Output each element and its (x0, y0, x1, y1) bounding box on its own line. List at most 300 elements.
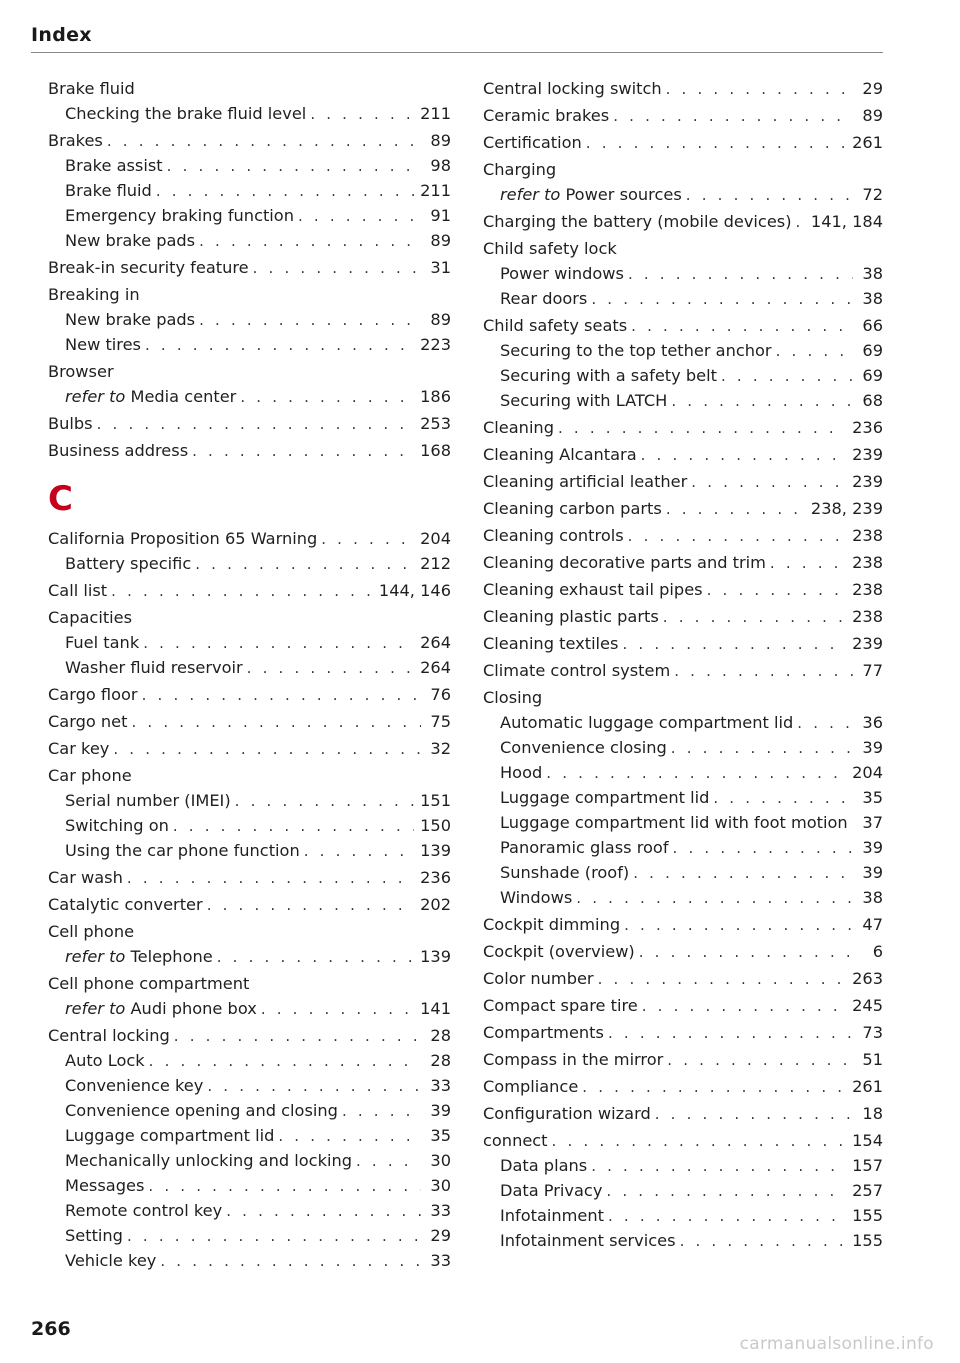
index-subentry (483, 760, 883, 785)
dot-leader (278, 1124, 421, 1148)
index-term (48, 892, 203, 917)
index-term (483, 631, 618, 656)
index-term (65, 838, 300, 863)
index-page-ref: 69 (862, 341, 883, 360)
index-entry (48, 709, 451, 734)
page-number: 266 (31, 1318, 71, 1340)
index-entry (483, 157, 883, 182)
index-subentry (483, 735, 883, 760)
index-subentry (48, 1223, 451, 1248)
index-entry (48, 1023, 451, 1048)
index-entry (483, 76, 883, 101)
index-term (65, 1048, 145, 1073)
index-term (65, 1098, 338, 1123)
dot-leader (628, 262, 853, 286)
index-term-text: New brake pads (65, 231, 196, 250)
dot-leader (217, 945, 414, 969)
index-term (483, 1101, 651, 1126)
index-term-text: Break-in security feature (48, 258, 249, 277)
index-page-ref: 168 (420, 441, 451, 460)
index-entry (48, 736, 451, 761)
index-page-ref: 144, 146 (378, 581, 451, 600)
dot-leader (797, 711, 853, 735)
index-term-text: Brakes (48, 131, 103, 150)
page-header-title: Index (31, 24, 92, 46)
index-entry (483, 550, 883, 575)
index-term-text: Closing (483, 688, 543, 707)
index-entry (48, 578, 451, 603)
index-term (65, 655, 243, 680)
index-page-ref: 28 (430, 1026, 451, 1045)
index-page-ref: 236 (852, 418, 883, 437)
index-term (48, 971, 249, 996)
index-page-ref: 75 (430, 712, 451, 731)
dot-leader (721, 364, 853, 388)
index-term-text: Compact spare tire (483, 996, 638, 1015)
index-page-ref: 69 (862, 366, 883, 385)
dot-leader (148, 1174, 421, 1198)
index-entry (483, 523, 883, 548)
index-subentry (48, 178, 451, 203)
index-term-text: Emergency braking function (65, 206, 294, 225)
index-term-text: Cockpit (overview) (483, 942, 635, 961)
index-entry (48, 763, 451, 788)
index-term-text: Brake fluid (48, 79, 135, 98)
index-page-ref: 204 (420, 529, 451, 548)
index-term (65, 788, 231, 813)
index-term-text: Cleaning Alcantara (483, 445, 637, 464)
dot-leader (667, 1048, 853, 1072)
index-term (483, 1020, 604, 1045)
index-term (48, 526, 317, 551)
index-entry (483, 130, 883, 155)
index-term-text: Remote control key (65, 1201, 223, 1220)
index-term (48, 709, 127, 734)
index-page-ref: 239 (852, 472, 883, 491)
index-term-text: Compartments (483, 1023, 604, 1042)
dot-leader (199, 229, 421, 253)
index-term-text: Business address (48, 441, 189, 460)
index-subentry (48, 838, 451, 863)
index-term-text: Auto Lock (65, 1051, 145, 1070)
index-term-text: Infotainment services (500, 1231, 676, 1250)
index-page-ref: 72 (862, 185, 883, 204)
index-term (48, 359, 114, 384)
dot-leader (671, 736, 853, 760)
index-term (65, 1148, 352, 1173)
index-term (48, 865, 123, 890)
index-subentry (483, 1178, 883, 1203)
index-term-text: Climate control system (483, 661, 671, 680)
index-term (65, 228, 195, 253)
dot-leader (608, 1021, 853, 1045)
index-page-ref: 89 (430, 310, 451, 329)
index-term (65, 1248, 156, 1273)
index-subentry (483, 785, 883, 810)
refer-to-prefix: refer to (65, 387, 126, 406)
index-term (65, 996, 257, 1021)
dot-leader (673, 836, 853, 860)
index-term (500, 338, 772, 363)
index-entry (483, 415, 883, 440)
index-term-text: Browser (48, 362, 114, 381)
index-entry (483, 442, 883, 467)
index-term-text: Luggage compartment lid with foot motion (500, 813, 848, 832)
dot-leader (776, 339, 853, 363)
index-term (483, 685, 542, 710)
index-term (483, 469, 687, 494)
index-page-ref: 89 (430, 131, 451, 150)
index-page-ref: 154 (852, 1131, 883, 1150)
index-page-ref: 35 (430, 1126, 451, 1145)
index-subentry (483, 1153, 883, 1178)
dot-leader (606, 1179, 846, 1203)
index-entry (483, 1101, 883, 1126)
index-page-ref: 31 (430, 258, 451, 277)
dot-leader (143, 631, 414, 655)
index-page-ref: 212 (420, 554, 451, 573)
index-page-ref: 239 (852, 634, 883, 653)
dot-leader (686, 183, 853, 207)
index-term (65, 1223, 123, 1248)
index-term (483, 313, 627, 338)
refer-to-prefix: refer to (500, 185, 561, 204)
index-subentry (483, 835, 883, 860)
index-term (48, 282, 140, 307)
index-page-ref: 33 (430, 1201, 451, 1220)
index-term (65, 1123, 274, 1148)
index-term-text: Serial number (IMEI) (65, 791, 231, 810)
index-term (65, 1073, 203, 1098)
index-subentry (48, 630, 451, 655)
index-term-text: Rear doors (500, 289, 588, 308)
dot-leader (145, 333, 414, 357)
index-term-text: California Proposition 65 Warning (48, 529, 318, 548)
dot-leader (655, 1102, 853, 1126)
index-subentry (483, 885, 883, 910)
dot-leader (591, 1154, 846, 1178)
index-page-ref: 36 (862, 713, 883, 732)
index-subentry (48, 1073, 451, 1098)
dot-leader (674, 659, 853, 683)
dot-leader (199, 308, 421, 332)
dot-leader (546, 761, 846, 785)
header-divider (31, 52, 883, 53)
index-term-text: Cleaning textiles (483, 634, 619, 653)
index-term (500, 1153, 587, 1178)
index-subentry (48, 203, 451, 228)
index-term-text: Catalytic converter (48, 895, 203, 914)
index-page-ref: 29 (862, 79, 883, 98)
index-page-ref: 30 (430, 1176, 451, 1195)
index-subentry (483, 710, 883, 735)
index-term (483, 1074, 578, 1099)
dot-leader (639, 940, 853, 964)
index-term-text: Ceramic brakes (483, 106, 610, 125)
dot-leader (707, 578, 847, 602)
index-term (500, 1203, 604, 1228)
index-subentry (483, 363, 883, 388)
index-term (500, 885, 572, 910)
index-term (483, 939, 635, 964)
index-term (500, 710, 793, 735)
index-column-left (48, 76, 451, 1273)
index-term (483, 236, 617, 261)
index-term (483, 496, 662, 521)
index-page-ref: 139 (420, 947, 451, 966)
dot-leader (633, 861, 853, 885)
index-entry (483, 1128, 883, 1153)
dot-leader (304, 839, 414, 863)
index-term (48, 255, 249, 280)
dot-leader (156, 179, 414, 203)
index-entry (483, 685, 883, 710)
index-page-ref: 39 (430, 1101, 451, 1120)
index-subentry (48, 153, 451, 178)
dot-leader (591, 287, 853, 311)
index-page-ref: 155 (852, 1231, 883, 1250)
index-page-ref: 238 (852, 607, 883, 626)
index-term (48, 578, 107, 603)
dot-leader (691, 470, 846, 494)
index-term-text: Car wash (48, 868, 123, 887)
index-page-ref: 236 (420, 868, 451, 887)
dot-leader (160, 1249, 421, 1273)
index-subentry (483, 388, 883, 413)
index-page-ref: 238 (852, 580, 883, 599)
index-entry (483, 1020, 883, 1045)
index-term (483, 130, 582, 155)
index-subentry (48, 307, 451, 332)
index-term (483, 209, 792, 234)
index-entry (48, 971, 451, 996)
index-entry (48, 411, 451, 436)
index-page-ref: 264 (420, 658, 451, 677)
index-subentry (48, 944, 451, 969)
index-term (65, 944, 213, 969)
index-term (65, 1173, 144, 1198)
dot-leader (608, 1204, 846, 1228)
index-term-text: Central locking switch (483, 79, 662, 98)
index-page-ref: 6 (872, 942, 883, 961)
index-page-ref: 186 (420, 387, 451, 406)
index-term-text: Cleaning decorative parts and trim (483, 553, 766, 572)
index-term-text: Cleaning exhaust tail pipes (483, 580, 703, 599)
index-term-text: Child safety seats (483, 316, 628, 335)
index-term-text: Charging the battery (mobile devices) (483, 212, 792, 231)
dot-leader (97, 412, 415, 436)
index-term (65, 203, 294, 228)
index-term (48, 1023, 170, 1048)
index-subentry (48, 1098, 451, 1123)
index-term (500, 1178, 602, 1203)
dot-leader (235, 789, 414, 813)
index-page-ref: 238 (852, 553, 883, 572)
dot-leader (111, 579, 373, 603)
index-term-text: Power sources (565, 185, 682, 204)
dot-leader (127, 866, 414, 890)
index-subentry (48, 996, 451, 1021)
index-term-text: Mechanically unlocking and locking (65, 1151, 352, 1170)
index-entry (48, 128, 451, 153)
index-term (483, 966, 594, 991)
index-entry (483, 604, 883, 629)
index-page-ref: 89 (862, 106, 883, 125)
index-term (483, 604, 659, 629)
index-term-text: New brake pads (65, 310, 196, 329)
dot-leader (310, 102, 414, 126)
index-entry (483, 912, 883, 937)
index-entry (483, 658, 883, 683)
index-term (483, 577, 703, 602)
index-page-ref: 77 (862, 661, 883, 680)
index-term (483, 415, 554, 440)
index-term-text: Compliance (483, 1077, 579, 1096)
index-term (483, 1047, 663, 1072)
index-entry (483, 236, 883, 261)
dot-leader (624, 913, 853, 937)
index-term-text: connect (483, 1131, 548, 1150)
index-term-text: Brake assist (65, 156, 163, 175)
index-term-text: Car key (48, 739, 110, 758)
dot-leader (195, 552, 414, 576)
index-term-text: Securing to the top tether anchor (500, 341, 772, 360)
index-term (65, 630, 139, 655)
index-page-ref: 39 (862, 738, 883, 757)
index-entry (48, 438, 451, 463)
index-term (48, 763, 132, 788)
dot-leader (113, 737, 421, 761)
index-term-text: Cleaning controls (483, 526, 624, 545)
index-term (483, 523, 624, 548)
dot-leader (342, 1099, 421, 1123)
index-page-ref: 139 (420, 841, 451, 860)
index-page-ref: 245 (852, 996, 883, 1015)
index-subentry (48, 655, 451, 680)
index-term-text: Bulbs (48, 414, 93, 433)
index-page-ref: 261 (852, 1077, 883, 1096)
index-page-ref: 150 (420, 816, 451, 835)
index-page-ref: 89 (430, 231, 451, 250)
index-entry (48, 76, 451, 101)
index-subentry (483, 810, 883, 835)
index-term (500, 363, 717, 388)
refer-to-prefix: refer to (65, 947, 126, 966)
index-term (483, 550, 766, 575)
dot-leader (142, 683, 421, 707)
index-term (65, 1198, 222, 1223)
index-term-text: Securing with LATCH (500, 391, 668, 410)
index-term-text: Panoramic glass roof (500, 838, 669, 857)
index-term-text: Sunshade (roof) (500, 863, 630, 882)
index-page-ref: 202 (420, 895, 451, 914)
index-term (65, 813, 169, 838)
index-page-ref: 73 (862, 1023, 883, 1042)
index-term (500, 388, 667, 413)
index-entry (48, 892, 451, 917)
index-term (500, 735, 667, 760)
index-page-ref: 157 (852, 1156, 883, 1175)
index-term-text: Convenience key (65, 1076, 204, 1095)
index-term (500, 860, 629, 885)
index-term (65, 384, 236, 409)
index-page-ref: 257 (852, 1181, 883, 1200)
dot-leader (149, 1049, 421, 1073)
index-entry (48, 919, 451, 944)
index-term-text: Cockpit dimming (483, 915, 621, 934)
dot-leader (207, 1074, 421, 1098)
index-term-text: Convenience closing (500, 738, 667, 757)
index-term-text: Windows (500, 888, 573, 907)
dot-leader (321, 527, 414, 551)
index-page-ref: 38 (862, 289, 883, 308)
refer-to-prefix: refer to (65, 999, 126, 1018)
index-page-ref: 238, 239 (810, 499, 883, 518)
dot-leader (253, 256, 421, 280)
index-term (483, 658, 670, 683)
index-entry (483, 209, 883, 234)
index-subentry (48, 788, 451, 813)
index-term (500, 1228, 676, 1253)
dot-leader (173, 814, 414, 838)
index-term-text: Central locking (48, 1026, 170, 1045)
dot-leader (582, 1075, 846, 1099)
dot-leader (680, 1229, 847, 1253)
index-term-text: Cleaning (483, 418, 554, 437)
index-term (65, 101, 306, 126)
index-term-text: Cargo floor (48, 685, 138, 704)
index-term (48, 128, 103, 153)
index-term-text: Cleaning artificial leather (483, 472, 688, 491)
index-subentry (483, 261, 883, 286)
index-term-text: Configuration wizard (483, 1104, 651, 1123)
index-subentry (48, 1198, 451, 1223)
index-page-ref: 264 (420, 633, 451, 652)
dot-leader (247, 656, 414, 680)
index-page-ref: 30 (430, 1151, 451, 1170)
index-term (483, 103, 609, 128)
index-term-text: Certification (483, 133, 582, 152)
index-page-ref: 39 (862, 863, 883, 882)
index-page-ref: 76 (430, 685, 451, 704)
index-term-text: Compass in the mirror (483, 1050, 664, 1069)
index-page-ref: 38 (862, 888, 883, 907)
index-page-ref: 239 (852, 445, 883, 464)
dot-leader (127, 1224, 421, 1248)
index-subentry (48, 813, 451, 838)
dot-leader (641, 443, 846, 467)
dot-leader (628, 524, 846, 548)
index-term-text: Charging (483, 160, 557, 179)
index-term-text: Securing with a safety belt (500, 366, 717, 385)
index-page-ref: 32 (430, 739, 451, 758)
index-entry (48, 255, 451, 280)
index-subentry (48, 1048, 451, 1073)
index-page-ref: 204 (852, 763, 883, 782)
dot-leader (666, 77, 853, 101)
index-term-text: Infotainment (500, 1206, 604, 1225)
index-page-ref: 155 (852, 1206, 883, 1225)
index-page-ref: 261 (852, 133, 883, 152)
index-term (483, 157, 556, 182)
index-term (500, 182, 682, 207)
index-term (48, 736, 109, 761)
index-term (483, 912, 620, 937)
index-page-ref: 28 (430, 1051, 451, 1070)
index-term (48, 682, 138, 707)
index-term (65, 307, 195, 332)
index-subentry (48, 1148, 451, 1173)
